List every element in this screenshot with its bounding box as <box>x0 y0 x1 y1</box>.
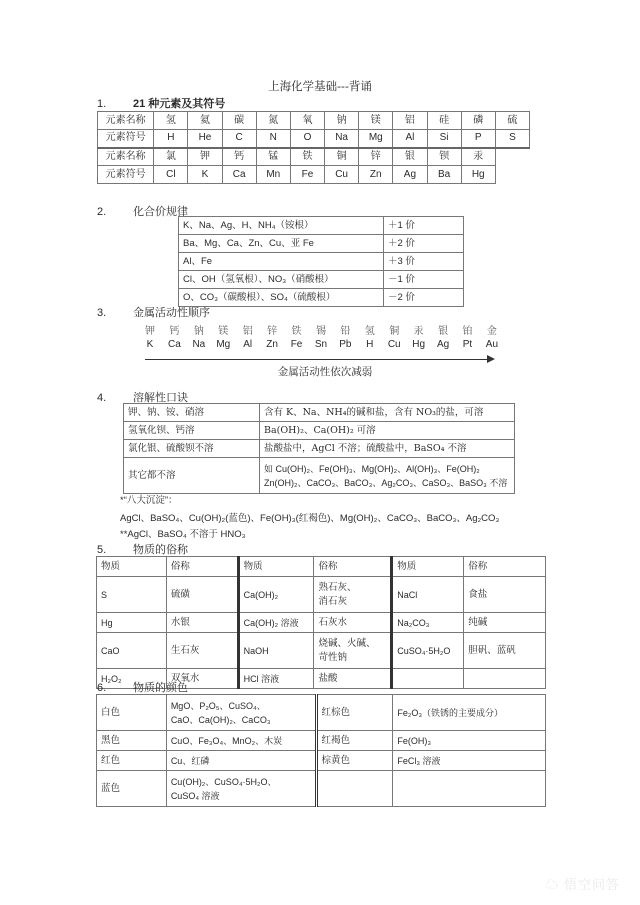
empty-cell <box>495 148 529 166</box>
section-number: 3. <box>97 307 107 319</box>
common-name-cell: 烧碱、火碱、 苛性钠 <box>314 633 392 669</box>
section-title: 溶解性口诀 <box>133 391 188 404</box>
activity-arrow-label: 金属活动性依次减弱 <box>277 366 373 378</box>
table-row <box>97 613 546 633</box>
table-row <box>98 148 530 166</box>
color-name: 黑色 <box>97 731 167 751</box>
header-substance: 物质 <box>97 557 167 577</box>
metal-name: 钠 <box>193 326 204 337</box>
header-substance: 物质 <box>392 557 464 577</box>
common-name-cell: 胆矾、蓝矾 <box>464 633 546 669</box>
element-name-cell: 碳 <box>222 112 256 130</box>
element-name-cell: 锰 <box>256 148 290 166</box>
substance-cell: NaOH <box>238 633 314 669</box>
valence-elements: Cl、OH（氢氧根）、NO₃（硝酸根） <box>179 271 384 289</box>
elements-table <box>97 111 530 184</box>
section-title: 21 种元素及其符号 <box>133 98 226 110</box>
color-substances: FeCl₃ 溶液 <box>393 751 546 771</box>
element-symbol-cell: Fe <box>290 166 324 184</box>
element-symbol-cell: Hg <box>461 166 495 184</box>
table-row <box>97 771 546 807</box>
page-title: 上海化学基础---背诵 <box>268 79 372 93</box>
header-common-name: 俗称 <box>464 557 546 577</box>
metal-name: 铜 <box>389 326 400 337</box>
element-symbol-cell: N <box>256 130 290 148</box>
metal-name: 银 <box>438 326 449 337</box>
element-symbol-cell: Zn <box>359 166 393 184</box>
section-number: 5. <box>97 544 107 556</box>
substance-cell: NaCl <box>392 577 464 613</box>
table-row <box>179 235 464 253</box>
element-name-cell: 硅 <box>427 112 461 130</box>
section-number: 2. <box>97 206 107 218</box>
substance-cell: Ca(OH)₂ 溶液 <box>238 613 314 633</box>
table-row <box>124 458 515 494</box>
color-name <box>316 771 393 807</box>
element-name-cell: 氯 <box>154 148 188 166</box>
color-substances: Cu、红磷 <box>166 751 316 771</box>
section-number: 4. <box>97 392 107 404</box>
substance-cell: Ca(OH)₂ <box>238 577 314 613</box>
section-heading-5 <box>97 541 188 557</box>
solubility-detail: 含有 K、Na、NH₄的碱和盐，含有 NO₃的盐，可溶 <box>260 404 515 422</box>
table-row <box>124 404 515 422</box>
solubility-rule: 氯化银、硫酸钡不溶 <box>124 440 260 458</box>
substance-cell: S <box>97 577 167 613</box>
metal-name: 钙 <box>169 326 180 337</box>
color-substances: CuO、Fe₃O₄、MnO₂、木炭 <box>166 731 316 751</box>
metal-name: 铁 <box>291 326 302 337</box>
element-name-cell: 磷 <box>461 112 495 130</box>
common-name-cell: 纯碱 <box>464 613 546 633</box>
element-name-cell: 银 <box>393 148 427 166</box>
metal-symbol: Zn <box>266 339 278 350</box>
metal-name: 金 <box>486 326 497 337</box>
solubility-rule: 其它都不溶 <box>124 458 260 494</box>
arrow-right-icon <box>487 355 495 363</box>
precipitate-title: *“八大沉淀”： <box>120 495 178 506</box>
common-name-cell: 水银 <box>166 613 238 633</box>
table-row <box>98 130 530 148</box>
metal-name: 锌 <box>267 326 278 337</box>
color-substances: Cu(OH)₂、CuSO₄·5H₂O、 CuSO₄ 溶液 <box>166 771 316 807</box>
section-heading-3 <box>97 304 210 320</box>
activity-series-symbols <box>138 339 504 350</box>
section-title: 金属活动性顺序 <box>133 306 210 319</box>
substance-cell: CaO <box>97 633 167 669</box>
element-symbol-cell: Ba <box>427 166 461 184</box>
section-heading-1 <box>97 95 225 111</box>
common-name-cell: 生石灰 <box>166 633 238 669</box>
element-symbol-cell: Cl <box>154 166 188 184</box>
header-substance: 物质 <box>238 557 314 577</box>
color-substances: Fe₂O₃（铁锈的主要成分） <box>393 695 546 731</box>
element-name-cell: 氦 <box>188 112 222 130</box>
common-names-table <box>96 556 546 689</box>
common-name-cell: 石灰水 <box>314 613 392 633</box>
section-title: 物质的颜色 <box>133 681 188 694</box>
row-header: 元素名称 <box>98 148 154 166</box>
detail-line: 如 Cu(OH)₂、Fe(OH)₃、Mg(OH)₂、Al(OH)₃、Fe(OH)₂ <box>264 463 480 474</box>
metal-symbol: Mg <box>216 339 231 350</box>
element-name-cell: 氧 <box>290 112 324 130</box>
color-name: 蓝色 <box>97 771 167 807</box>
common-name-cell: 双氧水 <box>166 669 238 689</box>
metal-name: 锡 <box>315 326 326 337</box>
table-row <box>97 731 546 751</box>
color-name: 棕黄色 <box>316 751 393 771</box>
table-row <box>97 751 546 771</box>
table-row <box>179 217 464 235</box>
valence-value: ＋2 价 <box>384 235 464 253</box>
valence-elements: K、Na、Ag、H、NH₄（铵根） <box>179 217 384 235</box>
color-substances <box>393 771 546 807</box>
color-name: 红色 <box>97 751 167 771</box>
common-name-cell: 盐酸 <box>314 669 392 689</box>
solubility-table <box>123 403 515 494</box>
section-heading-6 <box>97 679 188 695</box>
table-row <box>124 440 515 458</box>
common-name-cell: 食盐 <box>464 577 546 613</box>
metal-name: 氢 <box>364 326 375 337</box>
element-name-cell: 钡 <box>427 148 461 166</box>
element-symbol-cell: Mn <box>256 166 290 184</box>
watermark: ☁ 悟空问答 <box>545 877 620 892</box>
element-symbol-cell: O <box>290 130 324 148</box>
metal-symbol: Sn <box>314 339 328 350</box>
valence-table <box>178 216 464 307</box>
element-name-cell: 铁 <box>290 148 324 166</box>
element-symbol-cell: P <box>461 130 495 148</box>
metal-symbol: Ca <box>168 339 181 350</box>
colors-table <box>96 694 546 807</box>
substance-cell: H₂O₂ <box>97 669 167 689</box>
solubility-detail: 盐酸盐中，AgCl 不溶；硫酸盐中，BaSO₄ 不溶 <box>260 440 515 458</box>
section-title: 物质的俗称 <box>133 543 188 556</box>
color-name: 红褐色 <box>316 731 393 751</box>
element-name-cell: 钾 <box>188 148 222 166</box>
row-header: 元素名称 <box>98 112 154 130</box>
element-symbol-cell: Ca <box>222 166 256 184</box>
element-symbol-cell: Cu <box>325 166 359 184</box>
table-row <box>97 695 546 731</box>
element-symbol-cell: He <box>188 130 222 148</box>
table-row <box>98 166 530 184</box>
metal-name: 镁 <box>218 326 229 337</box>
substance-cell: Hg <box>97 613 167 633</box>
metal-name: 铂 <box>462 326 473 337</box>
element-name-cell: 镁 <box>359 112 393 130</box>
common-name-cell <box>464 669 546 689</box>
metal-symbol: Al <box>243 339 253 350</box>
valence-value: －2 价 <box>384 289 464 307</box>
header-common-name: 俗称 <box>166 557 238 577</box>
solubility-rule: 钾、钠、铵、硝溶 <box>124 404 260 422</box>
table-row <box>124 422 515 440</box>
element-name-cell: 铜 <box>325 148 359 166</box>
metal-symbol: Cu <box>387 339 401 350</box>
solubility-detail: Ba(OH)₂、Ca(OH)₂ 可溶 <box>260 422 515 440</box>
color-name: 红棕色 <box>316 695 393 731</box>
metal-name: 铝 <box>242 326 253 337</box>
hno3-note: **AgCl、BaSO₄ 不溶于 HNO₃ <box>120 529 246 540</box>
metal-symbol: Pt <box>462 339 473 350</box>
element-symbol-cell: S <box>495 130 529 148</box>
metal-name: 钾 <box>145 326 155 337</box>
common-name-cell: 熟石灰、 消石灰 <box>314 577 392 613</box>
metal-symbol: K <box>146 339 154 350</box>
table-row <box>179 253 464 271</box>
table-row <box>97 577 546 613</box>
table-header-row <box>97 557 546 577</box>
metal-symbol: Fe <box>290 339 303 350</box>
element-symbol-cell: Al <box>393 130 427 148</box>
empty-cell <box>495 166 529 184</box>
color-substances: Fe(OH)₃ <box>393 731 546 751</box>
element-symbol-cell: Si <box>427 130 461 148</box>
color-name: 白色 <box>97 695 167 731</box>
element-name-cell: 钠 <box>325 112 359 130</box>
activity-series-names <box>138 322 504 337</box>
metal-symbol: Na <box>192 339 206 350</box>
substance-cell <box>392 669 464 689</box>
substance-cell: Na₂CO₃ <box>392 613 464 633</box>
color-substances: MgO、P₂O₅、CuSO₄、 CaO、Ca(OH)₂、CaCO₃ <box>166 695 316 731</box>
section-title: 化合价规律 <box>133 205 188 218</box>
header-common-name: 俗称 <box>314 557 392 577</box>
element-name-cell: 氮 <box>256 112 290 130</box>
element-name-cell: 汞 <box>461 148 495 166</box>
element-symbol-cell: Ag <box>393 166 427 184</box>
table-row <box>179 271 464 289</box>
table-row <box>98 112 530 130</box>
row-header: 元素符号 <box>98 166 154 184</box>
valence-elements: O、CO₃（碳酸根）、SO₄（硫酸根） <box>179 289 384 307</box>
precipitate-list: AgCl、BaSO₄、Cu(OH)₂(蓝色)、Fe(OH)₃(红褐色)、Mg(OH)₂、CaCO₃、BaCO₃、Ag₂CO₃ <box>120 513 500 524</box>
table-row <box>97 633 546 669</box>
substance-cell: HCl 溶液 <box>238 669 314 689</box>
element-name-cell: 硫 <box>495 112 529 130</box>
element-symbol-cell: Na <box>325 130 359 148</box>
metal-symbol: Ag <box>436 339 450 350</box>
metal-symbol: Hg <box>412 339 426 350</box>
section-number: 6. <box>97 682 107 694</box>
metal-symbol: Pb <box>339 339 352 350</box>
table-row <box>179 289 464 307</box>
element-symbol-cell: C <box>222 130 256 148</box>
solubility-rule: 氢氧化钡、钙溶 <box>124 422 260 440</box>
element-name-cell: 氢 <box>154 112 188 130</box>
activity-arrow-line <box>145 359 490 360</box>
element-symbol-cell: Mg <box>359 130 393 148</box>
metal-symbol: H <box>366 339 374 350</box>
detail-line: Zn(OH)₂、CaCO₃、BaCO₃、Ag₂CO₃、CaSO₃、BaSO₃ 不溶 <box>264 477 508 488</box>
element-symbol-cell: H <box>154 130 188 148</box>
element-name-cell: 锌 <box>359 148 393 166</box>
common-name-cell: 硫磺 <box>166 577 238 613</box>
valence-value: ＋3 价 <box>384 253 464 271</box>
metal-name: 汞 <box>413 326 424 337</box>
valence-elements: Ba、Mg、Ca、Zn、Cu、亚 Fe <box>179 235 384 253</box>
metal-symbol: Au <box>485 339 499 350</box>
solubility-detail <box>260 458 515 494</box>
row-header: 元素符号 <box>98 130 154 148</box>
element-name-cell: 钙 <box>222 148 256 166</box>
element-name-cell: 铝 <box>393 112 427 130</box>
element-symbol-cell: K <box>188 166 222 184</box>
section-heading-2 <box>97 203 188 219</box>
metal-name: 铅 <box>340 326 351 337</box>
valence-value: －1 价 <box>384 271 464 289</box>
section-number: 1. <box>97 98 107 110</box>
valence-elements: Al、Fe <box>179 253 384 271</box>
valence-value: ＋1 价 <box>384 217 464 235</box>
substance-cell: CuSO₄·5H₂O <box>392 633 464 669</box>
